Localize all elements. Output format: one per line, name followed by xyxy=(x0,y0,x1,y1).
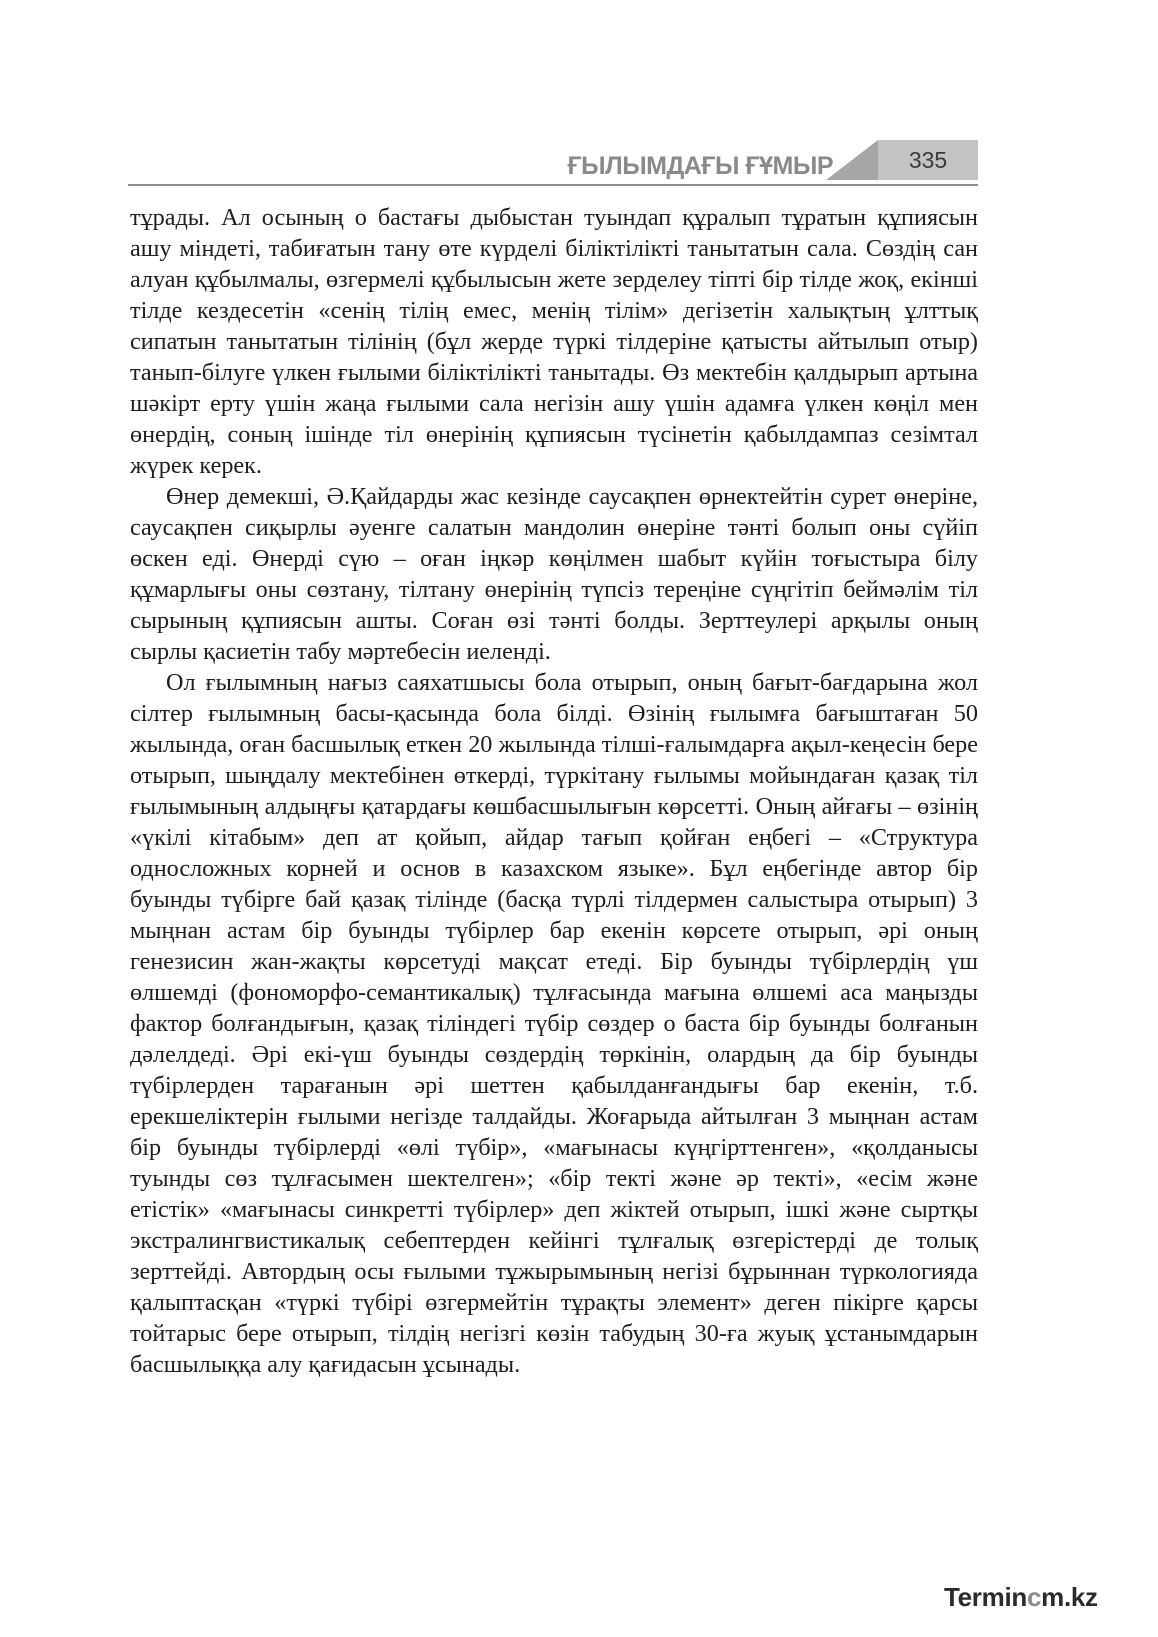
page-number-tab xyxy=(878,140,978,180)
paragraph-3: Ол ғылымның нағыз саяхатшысы бола отырып, оның бағыт-бағдарына жол сілтер ғылымның басы-қасында бола білді. Өзінің ғылымға бағыштаған 50 жылында, оған басшылық еткен 20 жылында тілші-ғалымдарға ақыл-кеңесін бере отырып, шыңдалу мектебінен өткерді, түркітану ғылымы мойындаған қазақ тіл ғылымының алдыңғы қатардағы көшбасшылығын көрсетті. Оның айғағы – өзінің «үкілі кітабым» деп ат қойып, айдар тағып қойған еңбегі – «Структура односложных корней и основ в казахском языке». Бұл еңбегінде автор бір буынды түбірге бай қазақ тілінде (басқа түрлі тілдермен салыстыра отырып) 3 мыңнан астам бір буынды түбірлер бар екенін көрсете отырып, әрі оның генезисин жан-жақты көрсетуді мақсат етеді. Бір буынды түбірлердің үш өлшемді (фономорфо-семантикалық) тұлғасында мағына өлшемі аса маңызды фактор болғандығын, қазақ тіліндегі түбір сөздер о баста бір буынды болғанын дәлелдеді. Әрі екі-үш буынды сөздердің төркінін, олардың да бір буынды түбірлерден тарағанын әрі шеттен қабылданғандығы бар екенін, т.б. ерекшеліктерін ғылыми негізде талдайды. Жоғарыда айтылған 3 мыңнан астам бір буынды түбірлерді «өлі түбір», «мағынасы күңгірттенген», «қолданысы туынды сөз тұлғасымен шектелген»; «бір текті және әр текті», «есім және етістік» «мағынасы синкретті түбірлер» деп жіктей отырып, ішкі және сыртқы экстралингвистикалық себептерден кейінгі тұлғалық өзгерістерді де толық зерттейді. Автордың осы ғылыми тұжырымының негізі бұрыннан түркологияда қалыптасқан «түркі түбірі өзгермейтін тұрақты элемент» деген пікірге қарсы тойтарыс бере отырып, тілдің негізгі көзін табудың 30-ға жуық ұстанымдарын басшылыққа алу қағидасын ұсынады. xyxy=(130,669,978,1378)
running-header xyxy=(128,136,978,188)
watermark-part-2: c xyxy=(1026,1582,1042,1612)
header-rule xyxy=(128,184,978,186)
paragraph-1: тұрады. Ал осының о бастағы дыбыстан туындап құралып тұратын құпиясын ашу міндеті, табиғатын тану өте күрделі біліктілікті танытатын сала. Сөздің сан алуан құбылмалы, өзгермелі құбылысын жете зерделеу тіпті бір тілде жоқ, екінші тілде кездесетін «сенің тілің емес, менің тілім» дегізетін халықтың ұлттық сипатын танытатын тілінің (бұл жерде түркі тілдеріне қатысты айтылып отыр) танып-білуге үлкен ғылыми біліктілікті танытады. Өз мектебін қалдырып артына шәкірт ерту үшін жаңа ғылыми сала негізін ашу үшін адамға үлкен көңіл мен өнердің, соның ішінде тіл өнерінің құпиясын түсінетін қабылдампаз сезімтал жүрек керек. xyxy=(130,204,978,479)
page-number: 335 xyxy=(908,147,948,173)
section-title: ҒЫЛЫМДАҒЫ ҒҰМЫР xyxy=(567,152,833,180)
site-watermark xyxy=(944,1582,1098,1613)
body-text xyxy=(130,202,978,1380)
watermark-part-1: Termin xyxy=(944,1582,1027,1612)
watermark-part-3: m.kz xyxy=(1041,1582,1098,1612)
header-wedge-decoration xyxy=(826,140,878,180)
paragraph-2: Өнер демекші, Ә.Қайдарды жас кезінде саусақпен өрнектейтін сурет өнеріне, саусақпен сиқырлы әуенге салатын мандолин өнеріне тәнті болып оны сүйіп өскен еді. Өнерді сүю – оған іңкәр көңілмен шабыт күйін тоғыстыра білу құмарлығы оны сөзтану, тілтану өнерінің түпсіз тереңіне сүңгітіп беймәлім тіл сырының құпиясын ашты. Соған өзі тәнті болды. Зерттеулері арқылы оның сырлы қасиетін табу мәртебесін иеленді. xyxy=(130,483,978,665)
